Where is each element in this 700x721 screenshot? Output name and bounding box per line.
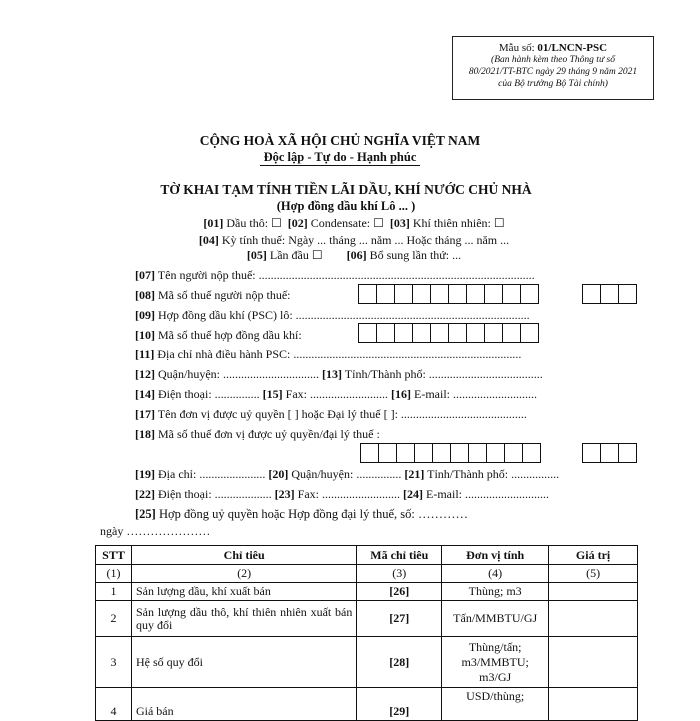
fax-field[interactable]: [15] Fax: .......................... [262,387,388,401]
national-header: CỘNG HOÀ XÃ HỘI CHỦ NGHĨA VIỆT NAM [199,133,481,148]
agent-tax-code-label: [18] Mã số thuế đơn vị được uỷ quyền/đại lý thuế : [135,427,380,441]
agent-contact-row [135,487,615,502]
tax-period: [04] Kỳ tính thuế: Ngày ... tháng ... năm ... Hoặc tháng ... năm ... [198,233,510,247]
table-header-row [96,546,638,565]
form-code: Mẫu số: 01/LNCN-PSC [498,42,608,54]
submission-type-options [4,248,700,263]
option-crude-oil[interactable]: [01] Dầu thô: ☐ [203,216,282,230]
agent-address-row [135,467,615,482]
district-field[interactable]: [12] Quận/huyện: ................................ [135,367,319,381]
header-unit: Đơn vị tính [442,546,549,565]
contract-tax-code-label: [10] Mã số thuế hợp đồng dầu khí: [135,328,302,342]
document-subtitle: (Hợp đồng dầu khí Lô ... ) [276,199,416,213]
header-code: Mã chỉ tiêu [357,546,442,565]
declaration-table [95,545,638,721]
agent-email-field[interactable]: [24] E-mail: ............................ [403,487,549,501]
form-note-line: của Bộ trưởng Bộ Tài chính) [498,79,608,89]
form-note-line: 80/2021/TT-BTC ngày 29 tháng 9 năm 2021 [468,67,638,77]
agent-province-field[interactable]: [21] Tỉnh/Thành phố: ................ [404,467,560,481]
taxpayer-name-field[interactable]: [07] Tên người nộp thuế: ............................................................................................ [135,268,535,282]
operator-address-field[interactable]: [11] Địa chỉ nhà điều hành PSC: ............................................................................ [135,347,522,361]
agent-tax-code-suffix-boxes[interactable] [582,443,637,463]
document-title: TỜ KHAI TẠM TÍNH TIỀN LÃI DẦU, KHÍ NƯỚC CHỦ NHÀ [160,182,532,197]
product-type-options [4,216,700,231]
option-natural-gas[interactable]: [03] Khí thiên nhiên: ☐ [389,216,505,230]
value-cell[interactable] [549,583,638,601]
option-supplement[interactable]: [06] Bổ sung lần thứ: ... [346,248,462,262]
taxpayer-tax-code-label: [08] Mã số thuế người nộp thuế: [135,288,291,302]
email-field[interactable]: [16] E-mail: ............................ [391,387,537,401]
table-row: 2 Sản lượng dầu thô, khí thiên nhiên xuất bán quy đổi [27] Tấn/MMBTU/GJ [96,601,638,637]
taxpayer-tax-code-suffix-boxes[interactable] [582,284,637,304]
form-note-line: (Ban hành kèm theo Thông tư số [491,55,615,65]
agent-phone-field[interactable]: [22] Điện thoại: ................... [135,487,272,501]
agent-fax-field[interactable]: [23] Fax: .......................... [274,487,400,501]
value-cell[interactable] [549,601,638,637]
header-item: Chỉ tiêu [131,546,356,565]
agent-district-field[interactable]: [20] Quận/huyện: ............... [268,467,402,481]
authorization-contract-field[interactable]: [25] Hợp đồng uỷ quyền hoặc Hợp đồng đại lý thuế, số: ………… [135,507,468,521]
contact-row [135,387,615,402]
psc-block-field[interactable]: [09] Hợp đồng dầu khí (PSC) lô: .............................................................................. [135,308,530,322]
contract-tax-code-boxes[interactable] [358,323,539,343]
header-stt: STT [96,546,132,565]
option-condensate[interactable]: [02] Condensate: ☐ [287,216,384,230]
district-province-row [135,367,615,382]
table-row: 4 Giá bán [29] USD/thùng; [96,688,638,721]
table-column-number-row: (1) (2) (3) (4) (5) [96,565,638,583]
phone-field[interactable]: [14] Điện thoại: ............... [135,387,260,401]
authorization-contract-date[interactable]: ngày ………………… [100,524,211,538]
table-row: 3 Hệ số quy đổi [28] Thùng/tấn; m3/MMBTU; m3/GJ [96,637,638,688]
motto: Độc lập - Tự do - Hạnh phúc [0,150,690,165]
value-cell[interactable] [549,637,638,688]
header-value: Giá trị [549,546,638,565]
agent-tax-code-boxes[interactable] [360,443,541,463]
authorized-unit-field[interactable]: [17] Tên đơn vị được uỷ quyền [ ] hoặc Đại lý thuế [ ]: .......................................... [135,407,527,421]
province-field[interactable]: [13] Tỉnh/Thành phố: ...................................... [322,367,543,381]
option-first-time[interactable]: [05] Lần đầu ☐ [246,248,323,262]
agent-address-field[interactable]: [19] Địa chỉ: ...................... [135,467,266,481]
taxpayer-tax-code-boxes[interactable] [358,284,539,304]
table-row: 1 Sản lượng dầu, khí xuất bán [26] Thùng; m3 [96,583,638,601]
value-cell[interactable] [549,688,638,721]
form-code-box [452,36,654,100]
